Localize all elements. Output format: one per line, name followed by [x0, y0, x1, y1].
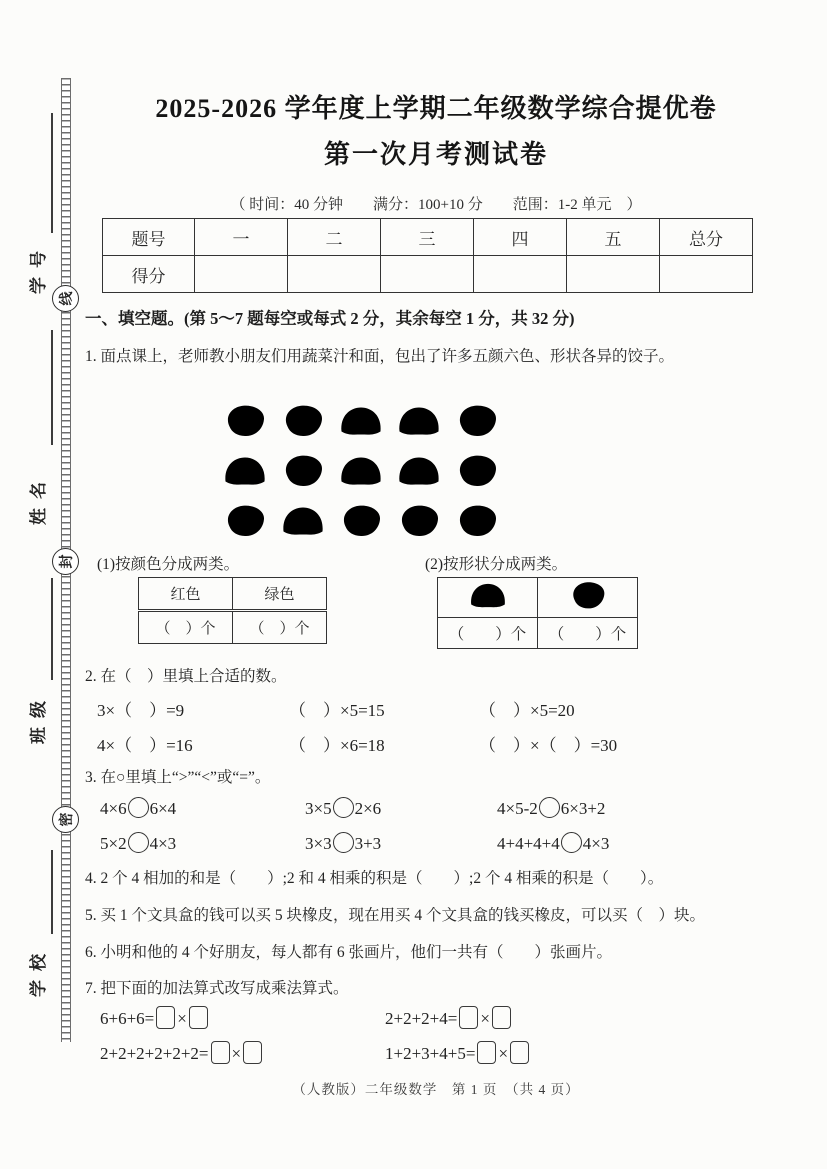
- times-sign: ×: [177, 1009, 187, 1028]
- q7-addition-expr: 2+2+2+4=: [385, 1009, 458, 1028]
- dumpling-crescent-green: [274, 446, 332, 496]
- q3-right-expr: 2×6: [354, 799, 382, 818]
- shape-table-header-crescent-dumpling: [538, 578, 638, 618]
- dumpling-crescent-green: [274, 396, 332, 446]
- class-label: 班级: [29, 692, 48, 744]
- q3-right-expr: 6×3+2: [560, 799, 606, 818]
- q7-rewrite-equation: [385, 1006, 513, 1029]
- color-table-answer-row: [139, 611, 327, 644]
- q7-addition-expr: 1+2+3+4+5=: [385, 1044, 476, 1063]
- color-table-header-row: [139, 578, 327, 611]
- times-sign: ×: [231, 1044, 242, 1063]
- q7-rewrite-equation: [100, 1041, 264, 1064]
- answer-box: [189, 1006, 208, 1029]
- times-sign: ×: [480, 1009, 490, 1028]
- question-6-text: 6. 小明和他的 4 个好朋友，每人都有 6 张画片，他们一共有（ ）张画片。: [85, 944, 613, 961]
- shape-table-header-row: [438, 578, 638, 618]
- student-number-blank-line: [51, 113, 53, 233]
- name-blank-line: [51, 330, 53, 445]
- paper-subtitle: 第一次月考测试卷: [323, 140, 548, 169]
- color-classification-table: [138, 577, 327, 644]
- shape-table-header-round-dumpling: [438, 578, 538, 618]
- score-table-score-row: [103, 256, 753, 293]
- dumpling-crescent-pink: [332, 496, 390, 546]
- score-header-1: 一: [195, 219, 288, 256]
- school-blank-line: [51, 850, 53, 934]
- q7-rewrite-equation: [100, 1006, 210, 1029]
- comparison-circle-blank: [333, 832, 354, 853]
- dumpling-round-pink: [332, 446, 390, 496]
- question-3-text: 3. 在○里填上“>”“<”或“=”。: [85, 769, 271, 786]
- section1-heading: 一、填空题。(第 5～7 题每空或每式 2 分，其余每空 1 分，共 32 分): [85, 309, 575, 328]
- q2-equation: （ ）×5=20: [479, 701, 575, 720]
- score-table: [102, 218, 753, 293]
- comparison-circle-blank: [561, 832, 582, 853]
- seal-char-mi: 密: [52, 806, 79, 833]
- q3-comparison: [100, 832, 176, 854]
- answer-box: [211, 1041, 230, 1064]
- shape-table-answer-row: [438, 618, 638, 649]
- q2-equation: （ ）×（ ）=30: [479, 736, 618, 755]
- answer-box: [243, 1041, 262, 1064]
- score-header-5: 五: [567, 219, 660, 256]
- q7-addition-expr: 2+2+2+2+2+2=: [100, 1044, 209, 1063]
- dumpling-round-pink: [390, 396, 448, 446]
- dumpling-crescent-pink: [216, 496, 274, 546]
- q3-right-expr: 4×3: [149, 834, 177, 853]
- q2-equation: 3×（ ）=9: [97, 701, 185, 720]
- shape-classification-table: [437, 577, 638, 649]
- score-cell-empty: [195, 256, 288, 293]
- q2-equation: 4×（ ）=16: [97, 736, 193, 755]
- score-header-tihao: 题号: [103, 219, 195, 256]
- score-header-2: 二: [288, 219, 381, 256]
- score-cell-empty: [381, 256, 474, 293]
- school-label: 学校: [29, 945, 48, 997]
- answer-box: [459, 1006, 478, 1029]
- question-7-text: 7. 把下面的加法算式改写成乘法算式。: [85, 980, 349, 997]
- q7-addition-expr: 6+6+6=: [100, 1009, 155, 1028]
- q3-comparison: [497, 832, 609, 854]
- q3-comparison: [305, 832, 381, 854]
- q2-equation: （ ）×5=15: [289, 701, 385, 720]
- score-cell-empty: [288, 256, 381, 293]
- q3-right-expr: 4×3: [582, 834, 610, 853]
- question-2-text: 2. 在（ ）里填上合适的数。: [85, 668, 287, 685]
- dumpling-crescent-pink: [390, 496, 448, 546]
- comparison-circle-blank: [333, 797, 354, 818]
- name-label: 姓名: [29, 473, 48, 525]
- paper-title: 2025-2026 学年度上学期二年级数学综合提优卷: [155, 94, 717, 123]
- q3-comparison: [100, 797, 176, 819]
- dumpling-crescent-green: [448, 496, 506, 546]
- times-sign: ×: [498, 1044, 509, 1063]
- q3-left-expr: 4+4+4+4: [497, 834, 560, 853]
- answer-box: [510, 1041, 529, 1064]
- q3-left-expr: 3×3: [305, 834, 332, 853]
- answer-box: [477, 1041, 496, 1064]
- dumpling-round-green: [332, 396, 390, 446]
- q3-right-expr: 6×4: [149, 799, 177, 818]
- q3-left-expr: 4×5-2: [497, 799, 538, 818]
- q3-comparison: [497, 797, 605, 819]
- score-header-total: 总分: [660, 219, 753, 256]
- question-1-sub2-label: (2)按形状分成两类。: [425, 556, 568, 573]
- q3-left-expr: 4×6: [100, 799, 127, 818]
- student-number-label: 学号: [29, 242, 48, 294]
- score-header-4: 四: [474, 219, 567, 256]
- dumpling-round-green: [216, 446, 274, 496]
- answer-box: [156, 1006, 175, 1029]
- score-row-label: 得分: [103, 256, 195, 293]
- q3-left-expr: 3×5: [305, 799, 332, 818]
- dumpling-crescent-pink: [448, 396, 506, 446]
- comparison-circle-blank: [128, 832, 149, 853]
- question-1-text: 1. 面点课上，老师教小朋友们用蔬菜汁和面，包出了许多五颜六色、形状各异的饺子。: [85, 348, 675, 365]
- comparison-circle-blank: [128, 797, 149, 818]
- answer-box: [492, 1006, 511, 1029]
- dumpling-round-green: [390, 446, 448, 496]
- q3-left-expr: 5×2: [100, 834, 127, 853]
- score-cell-empty: [474, 256, 567, 293]
- score-cell-empty: [567, 256, 660, 293]
- seal-char-xian: 线: [52, 285, 79, 312]
- page-footer: （人教版）二年级数学 第 1 页 （共 4 页）: [292, 1082, 580, 1097]
- seal-char-feng: 封: [52, 548, 79, 575]
- color-table-header-red: 红色: [139, 578, 233, 611]
- dumpling-crescent-pink: [448, 446, 506, 496]
- dumpling-crescent-pink: [216, 396, 274, 446]
- q3-comparison: [305, 797, 381, 819]
- q7-rewrite-equation: [385, 1041, 531, 1064]
- dumpling-round-pink: [274, 496, 332, 546]
- score-table-header-row: [103, 219, 753, 256]
- dumpling-grid: [216, 396, 506, 546]
- q2-equation: （ ）×6=18: [289, 736, 385, 755]
- shape-table-answer-round: （ ）个: [438, 618, 538, 649]
- q3-right-expr: 3+3: [354, 834, 382, 853]
- comparison-circle-blank: [539, 797, 560, 818]
- shape-table-answer-crescent: （ ）个: [538, 618, 638, 649]
- score-cell-empty: [660, 256, 753, 293]
- color-table-header-green: 绿色: [233, 578, 327, 611]
- question-4-text: 4. 2 个 4 相加的和是（ ）;2 和 4 相乘的积是（ ）;2 个 4 相乘的积是（ ）。: [85, 870, 664, 887]
- color-table-answer-red: （ ）个: [139, 611, 233, 644]
- score-header-3: 三: [381, 219, 474, 256]
- question-1-sub1-label: (1)按颜色分成两类。: [97, 556, 240, 573]
- paper-meta-info: （ 时间：40 分钟 满分：100+10 分 范围：1-2 单元 ）: [230, 197, 642, 213]
- question-5-text: 5. 买 1 个文具盒的钱可以买 5 块橡皮，现在用买 4 个文具盒的钱买橡皮，可以买（ ）块。: [85, 907, 706, 924]
- color-table-answer-green: （ ）个: [233, 611, 327, 644]
- class-blank-line: [51, 578, 53, 680]
